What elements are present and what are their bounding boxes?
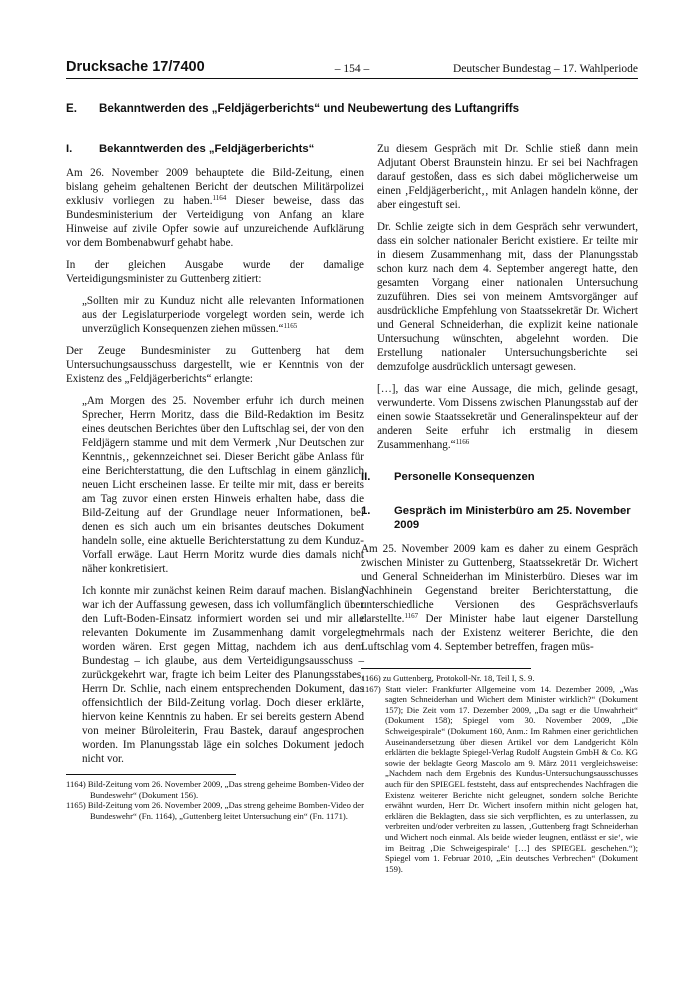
paragraph-4 [361,542,638,654]
quote-4: Zu diesem Gespräch mit Dr. Schlie stieß dann mein Adjutant Oberst Braunstein hinzu. Er sei bei Nachfragen darauf gestoßen, dass es sich dabei möglicherweise um einen ‚Feldjägerbericht‚‚ mit Anlagen handeln könne, der aber eingestuft sei. [377,143,638,211]
footnote-1166: 1166) zu Guttenberg, Protokoll-Nr. 18, Teil I, S. 9. [361,673,535,683]
subheading-3-number: 1. [361,505,371,517]
subheading-1 [66,142,364,156]
paragraph-3: Der Zeuge Bundesminister zu Guttenberg hat dem Untersuchungsausschuss dargestellt, wie er Kenntnis von der Existenz des „Feldjägerberichts“ erlangte: [66,345,364,385]
footnote-divider [361,668,531,669]
footnote-1165: 1165) Bild-Zeitung vom 26. November 2009, „Das streng geheime Bomben-Video der Bundeswehr“ (Fn. 1164), „Guttenberg leitet Untersuchung ein“ (Fn. 1171). [66,800,364,821]
quote-3: Ich konnte mir zunächst keinen Reim darauf machen. Bislang war ich der Auffassung gewesen, dass ich vollumfänglich über den Luft-Boden-Einsatz informiert worden sei und mir alle relevanten Dokumente im Zusammenhang damit vorgelegt worden wären. Erst gegen Mittag, nachdem ich aus dem Bundestag – ich glaube, aus dem Verteidigungsausschuss – zurückgekehrt war, fragte ich beim Leiter des Planungsstabes, Herrn Dr. Schlie, nach einem entsprechenden Dokument, das offensichtlich der Bild-Zeitung vorlag. Doch dieser erklärte, hiervon keine Kenntnis zu haben. Er sei bereits gestern Abend von meiner Büroleiterin, Frau Bastek, darauf angesprochen worden. Im Planungsstab läge ein solches Dokument jedoch nicht vor. [82,585,364,765]
footnote-ref-1166: 1166 [455,438,470,446]
spacer [361,494,638,504]
footnote-ref-1165: 1165 [283,322,298,330]
right-column [361,142,638,874]
paragraph-1-text: Am 26. November 2009 behauptete die Bild-Zeitung, einen bislang geheim gehaltenen Bericht der deutschen Militärpolizei exklusiv vorliegen zu haben. [66,167,364,207]
subheading-2 [361,470,638,484]
paragraph-4-text: Am 25. November 2009 kam es daher zu einem Gespräch zwischen Minister zu Guttenberg, Staatssekretär Dr. Wichert und General Schneiderhan im Ministerbüro. Dieses war im Nachhinein Gegenstand breiter Berichterstattung, die unterschiedliche Versionen des Gesprächsverlaufs darstellte. [361,543,638,625]
footnote-divider [66,774,236,775]
quote-2: „Am Morgen des 25. November erfuhr ich durch meinen Sprecher, Herrn Moritz, dass die Bild-Redaktion im Besitz eines deutschen Berichtes über den Luftschlag sei, der von den Feldjägern stamme und mit dem Vermerk ‚Nur Deutschen zur Kenntnis‚‚ gekennzeichnet sei. Dieser Bericht gäbe Anlass für eine Berichterstattung, die den Luftschlag in einem gänzlich neuen Licht erscheinen lasse. Er teilte mir mit, dass er bereits am Tag zuvor einen ersten Hinweis erhalten habe, dass die Bild-Zeitung auf der Grundlage neuer Informationen, bei denen es sich auch um ein brisantes deutsches Dokument handeln solle, eine aktuelle Berichterstattung zu dem Kunduz-Vorfall erwäge. Laut Herrn Moritz wurde dies damals nicht näher konkretisiert. [82,395,364,575]
subheading-3 [361,504,638,532]
footnote-1167: 1167) Statt vieler: Frankfurter Allgemeine vom 14. Dezember 2009, „Was sagten Schneiderhan und Wichert dem Minister wirklich?“ (Dokument 157); Die Zeit vom 17. Dezember 2009, „Da sagt er die Unwahrheit“ (Dokument 158); Spiegel vom 30. November 2009, „Die Schweigespirale“ (Dokument 160, Anm.: Im Rahmen einer gerichtlichen Auseinandersetzung über diesen Artikel vor dem Landgericht Köln erklärten die beklagte Spiegel-Verlag Rudolf Augstein GmbH & Co. KG sowie der beklagte Georg Mascolo am 9. März 2011 vergleichsweise: „Nachdem nach dem Ergebnis des Kundus-Untersuchungsausschusses auch für den SPIEGEL feststeht, dass auf entsprechendes Nachfragen die Existenz weiterer Berichte nicht geleugnet, sondern solche Berichte erwähnt wurden, Herr Dr. Wichert insofern mithin nicht gelogen hat, erklären die Beklagten, dass sie sich verpflichten, es zu unterlassen, zu verbreiten und/oder verbreiten zu lassen, ‚Guttenberg fragt Schneiderhan und Wichert noch einmal. Als beide wieder leugnen, entlässt er sie‘, wie im Beitrag ‚Die Schweigespirale‘ […] des SPIEGEL geschehen.“); Spiegel vom 1. Februar 2010, „Ein deutsches Verbrechen“ (Dokument 159). [361,683,638,874]
section-number: E. [66,102,77,115]
footnote-ref-1164: 1164 [212,194,227,202]
header-page-number: – 154 – [334,63,370,75]
subheading-2-number: II. [361,471,371,483]
paragraph-1-continued: Dieser beweise, dass das Bundesministerium der Verteidigung von Anfang an klare Hinweise auf zivile Opfer sowie auf unzureichende Aufklärung vor dem Bombenabwurf gehabt habe. [66,195,364,249]
page-header [66,56,638,79]
footnote-1164: 1164) Bild-Zeitung vom 26. November 2009, „Das streng geheime Bomben-Video der Bundeswehr“ (Dokument 156). [66,779,364,800]
paragraph-4-continued: Der Minister habe laut eigener Darstellung mehrmals nach der Existenz weiterer Berichte, die den Luftschlag vom 4. September betreffen, fragen müs- [361,613,638,653]
section-heading [66,102,638,115]
header-publisher: Deutscher Bundestag – 17. Wahlperiode [452,63,638,75]
paragraph-1 [66,166,364,250]
footnote-ref-1167: 1167 [404,612,419,620]
quote-1 [82,294,364,336]
subheading-3-title: Gespräch im Ministerbüro am 25. November 2009 [394,505,631,531]
quote-6 [377,382,638,452]
left-column [66,142,364,821]
spacer [361,460,638,470]
quote-6-text: […], das war eine Aussage, die mich, gelinde gesagt, verwunderte. Vom Dissens zwischen Planungsstab auf der einen sowie Staatssekretär und Generalinspekteur auf der anderen Seite erfuhr ich erstmalig in diesem Zusammenhang.“ [377,383,638,451]
subheading-1-title: Bekanntwerden des „Feldjägerberichts“ [99,143,315,155]
subheading-1-number: I. [66,143,73,155]
header-document-number: Drucksache 17/7400 [66,59,205,75]
quote-1-text: „Sollten mir zu Kunduz nicht alle relevanten Informationen aus der Legislaturperiode vorgelegt worden sein, werde ich unverzüglich Konsequenzen ziehen müssen.“ [82,295,364,335]
subheading-2-title: Personelle Konsequenzen [394,471,535,483]
paragraph-2: In der gleichen Ausgabe wurde der damalige Verteidigungsminister zu Guttenberg zitiert: [66,259,364,285]
quote-5: Dr. Schlie zeigte sich in dem Gespräch sehr verwundert, dass ein solcher nationaler Bericht existiere. Er teilte mir in diesem Zusammenhang mit, dass der Planungsstab schon kurz nach dem 4. September angeregt hatte, den gesamten Vorgang einer nationalen Untersuchung zuzuführen. Dies sei von meinem Amtsvorgänger auf ausdrückliche Empfehlung von Staatssekretär Dr. Wichert und General Schneiderhan, die explizit keine nationale Untersuchung wünschten, abgelehnt worden. Die Erstellung nationaler Untersuchungsberichte sei demzufolge ausdrücklich untersagt gewesen. [377,221,638,373]
section-title: Bekanntwerden des „Feldjägerberichts“ und Neubewertung des Luftangriffs [99,102,520,115]
